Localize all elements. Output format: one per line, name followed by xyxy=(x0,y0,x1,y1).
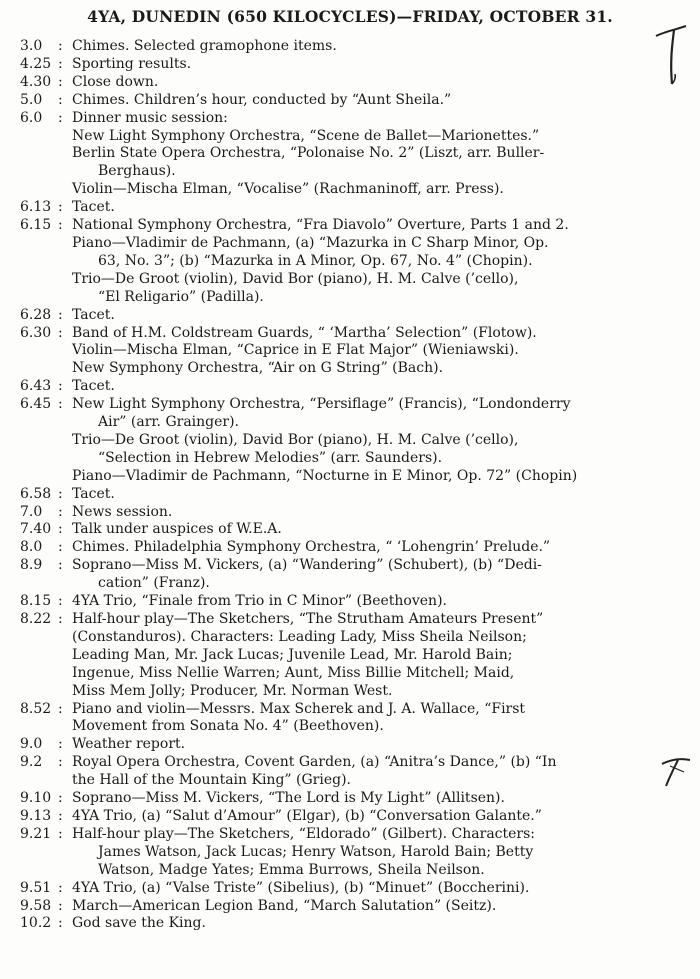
program-entry xyxy=(20,110,688,200)
entry-content xyxy=(72,593,688,611)
entry-line: Soprano—Miss M. Vickers, (a) “Wandering” (Schubert), (b) “Dedi- xyxy=(72,557,542,574)
entry-line: Movement from Sonata No. 4” (Beethoven). xyxy=(72,718,384,735)
entry-line: Weather report. xyxy=(72,736,186,753)
program-entry xyxy=(20,92,688,110)
entry-line: Trio—De Groot (violin), David Bor (piano), H. M. Calve (’cello), xyxy=(72,270,519,287)
entry-separator: : xyxy=(58,807,63,824)
entry-separator: : xyxy=(58,73,63,90)
entry-time: 9.21 xyxy=(20,825,52,842)
entry-time: 9.51 xyxy=(20,879,52,896)
entry-line: Half-hour play—The Sketchers, “Eldorado” (Gilbert). Characters: xyxy=(72,825,536,842)
entry-time: 9.0 xyxy=(20,736,43,753)
entry-line: 4YA Trio, (a) “Valse Triste” (Sibelius), (b) “Minuet” (Boccherini). xyxy=(72,879,530,896)
entry-separator: : xyxy=(58,539,63,556)
entry-line: Half-hour play—The Sketchers, “The Strutham Amateurs Present” xyxy=(72,611,544,627)
program-entry xyxy=(20,217,688,307)
program-entry xyxy=(20,396,688,486)
entry-line: Chimes. Selected gramophone items. xyxy=(72,38,337,54)
entry-line: Ingenue, Miss Nellie Warren; Aunt, Miss Billie Mitchell; Maid, xyxy=(72,664,515,681)
entry-separator: : xyxy=(58,324,63,341)
entry-line: Royal Opera Orchestra, Covent Garden, (a) “Anitra’s Dance,” (b) “In xyxy=(72,754,557,771)
entry-separator: : xyxy=(58,503,63,520)
program-entry xyxy=(20,74,688,92)
entry-line: James Watson, Jack Lucas; Henry Watson, Harold Bain; Betty xyxy=(98,843,534,860)
entry-line: Berghaus). xyxy=(98,163,176,180)
entry-separator: : xyxy=(58,754,63,771)
entry-line: Tacet. xyxy=(72,485,115,502)
entry-content xyxy=(72,486,688,504)
entry-separator: : xyxy=(58,593,63,610)
program-entry xyxy=(20,521,688,539)
entry-line: God save the King. xyxy=(72,915,206,932)
entry-content xyxy=(72,378,688,396)
program-entry xyxy=(20,808,688,826)
program-entry xyxy=(20,378,688,396)
entry-separator: : xyxy=(58,378,63,395)
entry-line: 4YA Trio, “Finale from Trio in C Minor” (Beethoven). xyxy=(72,593,447,610)
entry-separator: : xyxy=(58,915,63,932)
entry-content xyxy=(72,898,688,916)
entry-line: News session. xyxy=(72,503,173,520)
entry-content xyxy=(72,199,688,217)
entry-separator: : xyxy=(58,700,63,717)
program-entry xyxy=(20,38,688,56)
entry-content xyxy=(72,325,688,379)
page-title: 4YA, DUNEDIN (650 KILOCYCLES)—FRIDAY, OCTOBER 31. xyxy=(87,7,613,26)
entry-line: “El Religario” (Padilla). xyxy=(98,288,264,305)
entry-time: 9.10 xyxy=(20,790,52,807)
program-entry xyxy=(20,898,688,916)
entry-line: cation” (Franz). xyxy=(98,575,210,592)
entry-line: Miss Mem Jolly; Producer, Mr. Norman West. xyxy=(72,682,393,699)
entry-content xyxy=(72,56,688,74)
entry-content xyxy=(72,92,688,110)
entry-content xyxy=(72,539,688,557)
entry-separator: : xyxy=(58,521,63,538)
entry-content xyxy=(72,915,688,933)
entry-line: Tacet. xyxy=(72,306,115,323)
entry-time: 4.25 xyxy=(20,55,52,72)
entry-time: 8.52 xyxy=(20,700,52,717)
program-entry xyxy=(20,504,688,522)
entry-content xyxy=(72,611,688,701)
entry-line: “Selection in Hebrew Melodies” (arr. Saunders). xyxy=(98,449,443,466)
entry-line: Trio—De Groot (violin), David Bor (piano), H. M. Calve (’cello), xyxy=(72,431,519,448)
entry-content xyxy=(72,38,688,56)
entry-line: Sporting results. xyxy=(72,55,192,72)
entry-separator: : xyxy=(58,879,63,896)
program-entry xyxy=(20,701,688,737)
program-entry xyxy=(20,826,688,880)
program-entry xyxy=(20,486,688,504)
entry-line: Piano—Vladimir de Pachmann, “Nocturne in E Minor, Op. 72” (Chopin) xyxy=(72,467,578,484)
program-list xyxy=(20,38,688,933)
entry-time: 7.40 xyxy=(20,521,52,538)
entry-separator: : xyxy=(58,306,63,323)
entry-line: Berlin State Opera Orchestra, “Polonaise No. 2” (Liszt, arr. Buller- xyxy=(72,145,545,162)
entry-line: National Symphony Orchestra, “Fra Diavolo” Overture, Parts 1 and 2. xyxy=(72,217,569,234)
entry-separator: : xyxy=(58,91,63,108)
entry-content xyxy=(72,736,688,754)
entry-line: New Light Symphony Orchestra, “Persiflage” (Francis), “Londonderry xyxy=(72,396,571,413)
entry-time: 4.30 xyxy=(20,73,52,90)
program-entry xyxy=(20,611,688,701)
entry-line: Violin—Mischa Elman, “Vocalise” (Rachmaninoff, arr. Press). xyxy=(72,181,504,198)
program-entry xyxy=(20,880,688,898)
program-entry xyxy=(20,754,688,790)
entry-separator: : xyxy=(58,217,63,234)
entry-time: 6.45 xyxy=(20,396,52,413)
entry-time: 8.15 xyxy=(20,593,52,610)
entry-time: 8.22 xyxy=(20,611,52,627)
entry-line: Close down. xyxy=(72,73,159,90)
entry-line: (Constanduros). Characters: Leading Lady, Miss Sheila Neilson; xyxy=(72,628,527,645)
program-entry xyxy=(20,557,688,593)
entry-time: 9.58 xyxy=(20,897,52,914)
entry-time: 10.2 xyxy=(20,915,52,932)
entry-separator: : xyxy=(58,485,63,502)
entry-content xyxy=(72,521,688,539)
entry-line: New Light Symphony Orchestra, “Scene de Ballet—Marionettes.” xyxy=(72,127,540,144)
program-entry xyxy=(20,199,688,217)
program-entry xyxy=(20,736,688,754)
program-entry xyxy=(20,56,688,74)
entry-content xyxy=(72,396,688,486)
entry-line: Piano—Vladimir de Pachmann, (a) “Mazurka in C Sharp Minor, Op. xyxy=(72,234,549,251)
entry-line: Piano and violin—Messrs. Max Scherek and J. A. Wallace, “First xyxy=(72,700,526,717)
entry-content xyxy=(72,504,688,522)
entry-line: 4YA Trio, (a) “Salut d’Amour” (Elgar), (b) “Conversation Galante.” xyxy=(72,807,542,824)
entry-content xyxy=(72,826,688,880)
entry-time: 6.30 xyxy=(20,324,52,341)
entry-line: New Symphony Orchestra, “Air on G String” (Bach). xyxy=(72,360,444,377)
entry-line: 63, No. 3”; (b) “Mazurka in A Minor, Op. 67, No. 4” (Chopin). xyxy=(98,252,533,269)
entry-line: Leading Man, Mr. Jack Lucas; Juvenile Lead, Mr. Harold Bain; xyxy=(72,646,513,663)
entry-separator: : xyxy=(58,557,63,574)
entry-time: 9.13 xyxy=(20,807,52,824)
entry-separator: : xyxy=(58,825,63,842)
entry-content xyxy=(72,808,688,826)
entry-time: 6.43 xyxy=(20,378,52,395)
entry-time: 6.58 xyxy=(20,485,52,502)
program-entry xyxy=(20,307,688,325)
entry-time: 6.28 xyxy=(20,306,52,323)
program-entry xyxy=(20,790,688,808)
entry-time: 9.2 xyxy=(20,754,43,771)
entry-separator: : xyxy=(58,790,63,807)
entry-line: Tacet. xyxy=(72,378,115,395)
entry-separator: : xyxy=(58,38,63,54)
entry-content xyxy=(72,701,688,737)
entry-time: 6.13 xyxy=(20,199,52,216)
entry-line: Dinner music session: xyxy=(72,109,228,126)
program-entry xyxy=(20,915,688,933)
entry-content xyxy=(72,110,688,200)
entry-line: Chimes. Philadelphia Symphony Orchestra, “ ‘Lohengrin’ Prelude.” xyxy=(72,539,551,556)
program-entry xyxy=(20,539,688,557)
entry-content xyxy=(72,790,688,808)
entry-line: Violin—Mischa Elman, “Caprice in E Flat Major” (Wieniawski). xyxy=(72,342,519,359)
program-entry xyxy=(20,325,688,379)
entry-line: Watson, Madge Yates; Emma Burrows, Sheila Neilson. xyxy=(98,861,485,878)
entry-line: Chimes. Children’s hour, conducted by “Aunt Sheila.” xyxy=(72,91,452,108)
entry-content xyxy=(72,557,688,593)
entry-separator: : xyxy=(58,109,63,126)
entry-time: 8.9 xyxy=(20,557,43,574)
entry-line: Soprano—Miss M. Vickers, “The Lord is My Light” (Allitsen). xyxy=(72,790,505,807)
entry-content xyxy=(72,880,688,898)
entry-time: 7.0 xyxy=(20,503,43,520)
entry-separator: : xyxy=(58,611,63,627)
program-entry xyxy=(20,593,688,611)
entry-time: 5.0 xyxy=(20,91,43,108)
entry-content xyxy=(72,217,688,307)
entry-content xyxy=(72,74,688,92)
entry-time: 8.0 xyxy=(20,539,43,556)
entry-line: Talk under auspices of W.E.A. xyxy=(72,521,282,538)
entry-line: Band of H.M. Coldstream Guards, “ ‘Martha’ Selection” (Flotow). xyxy=(72,324,537,341)
entry-line: Tacet. xyxy=(72,199,115,216)
entry-time: 3.0 xyxy=(20,38,43,54)
entry-separator: : xyxy=(58,736,63,753)
entry-separator: : xyxy=(58,55,63,72)
entry-line: Air” (arr. Grainger). xyxy=(98,414,240,431)
entry-time: 6.0 xyxy=(20,109,43,126)
entry-content xyxy=(72,754,688,790)
entry-line: the Hall of the Mountain King” (Grieg). xyxy=(72,772,351,789)
entry-separator: : xyxy=(58,396,63,413)
entry-line: March—American Legion Band, “March Salutation” (Seitz). xyxy=(72,897,497,914)
entry-separator: : xyxy=(58,897,63,914)
entry-content xyxy=(72,307,688,325)
entry-time: 6.15 xyxy=(20,217,52,234)
entry-separator: : xyxy=(58,199,63,216)
